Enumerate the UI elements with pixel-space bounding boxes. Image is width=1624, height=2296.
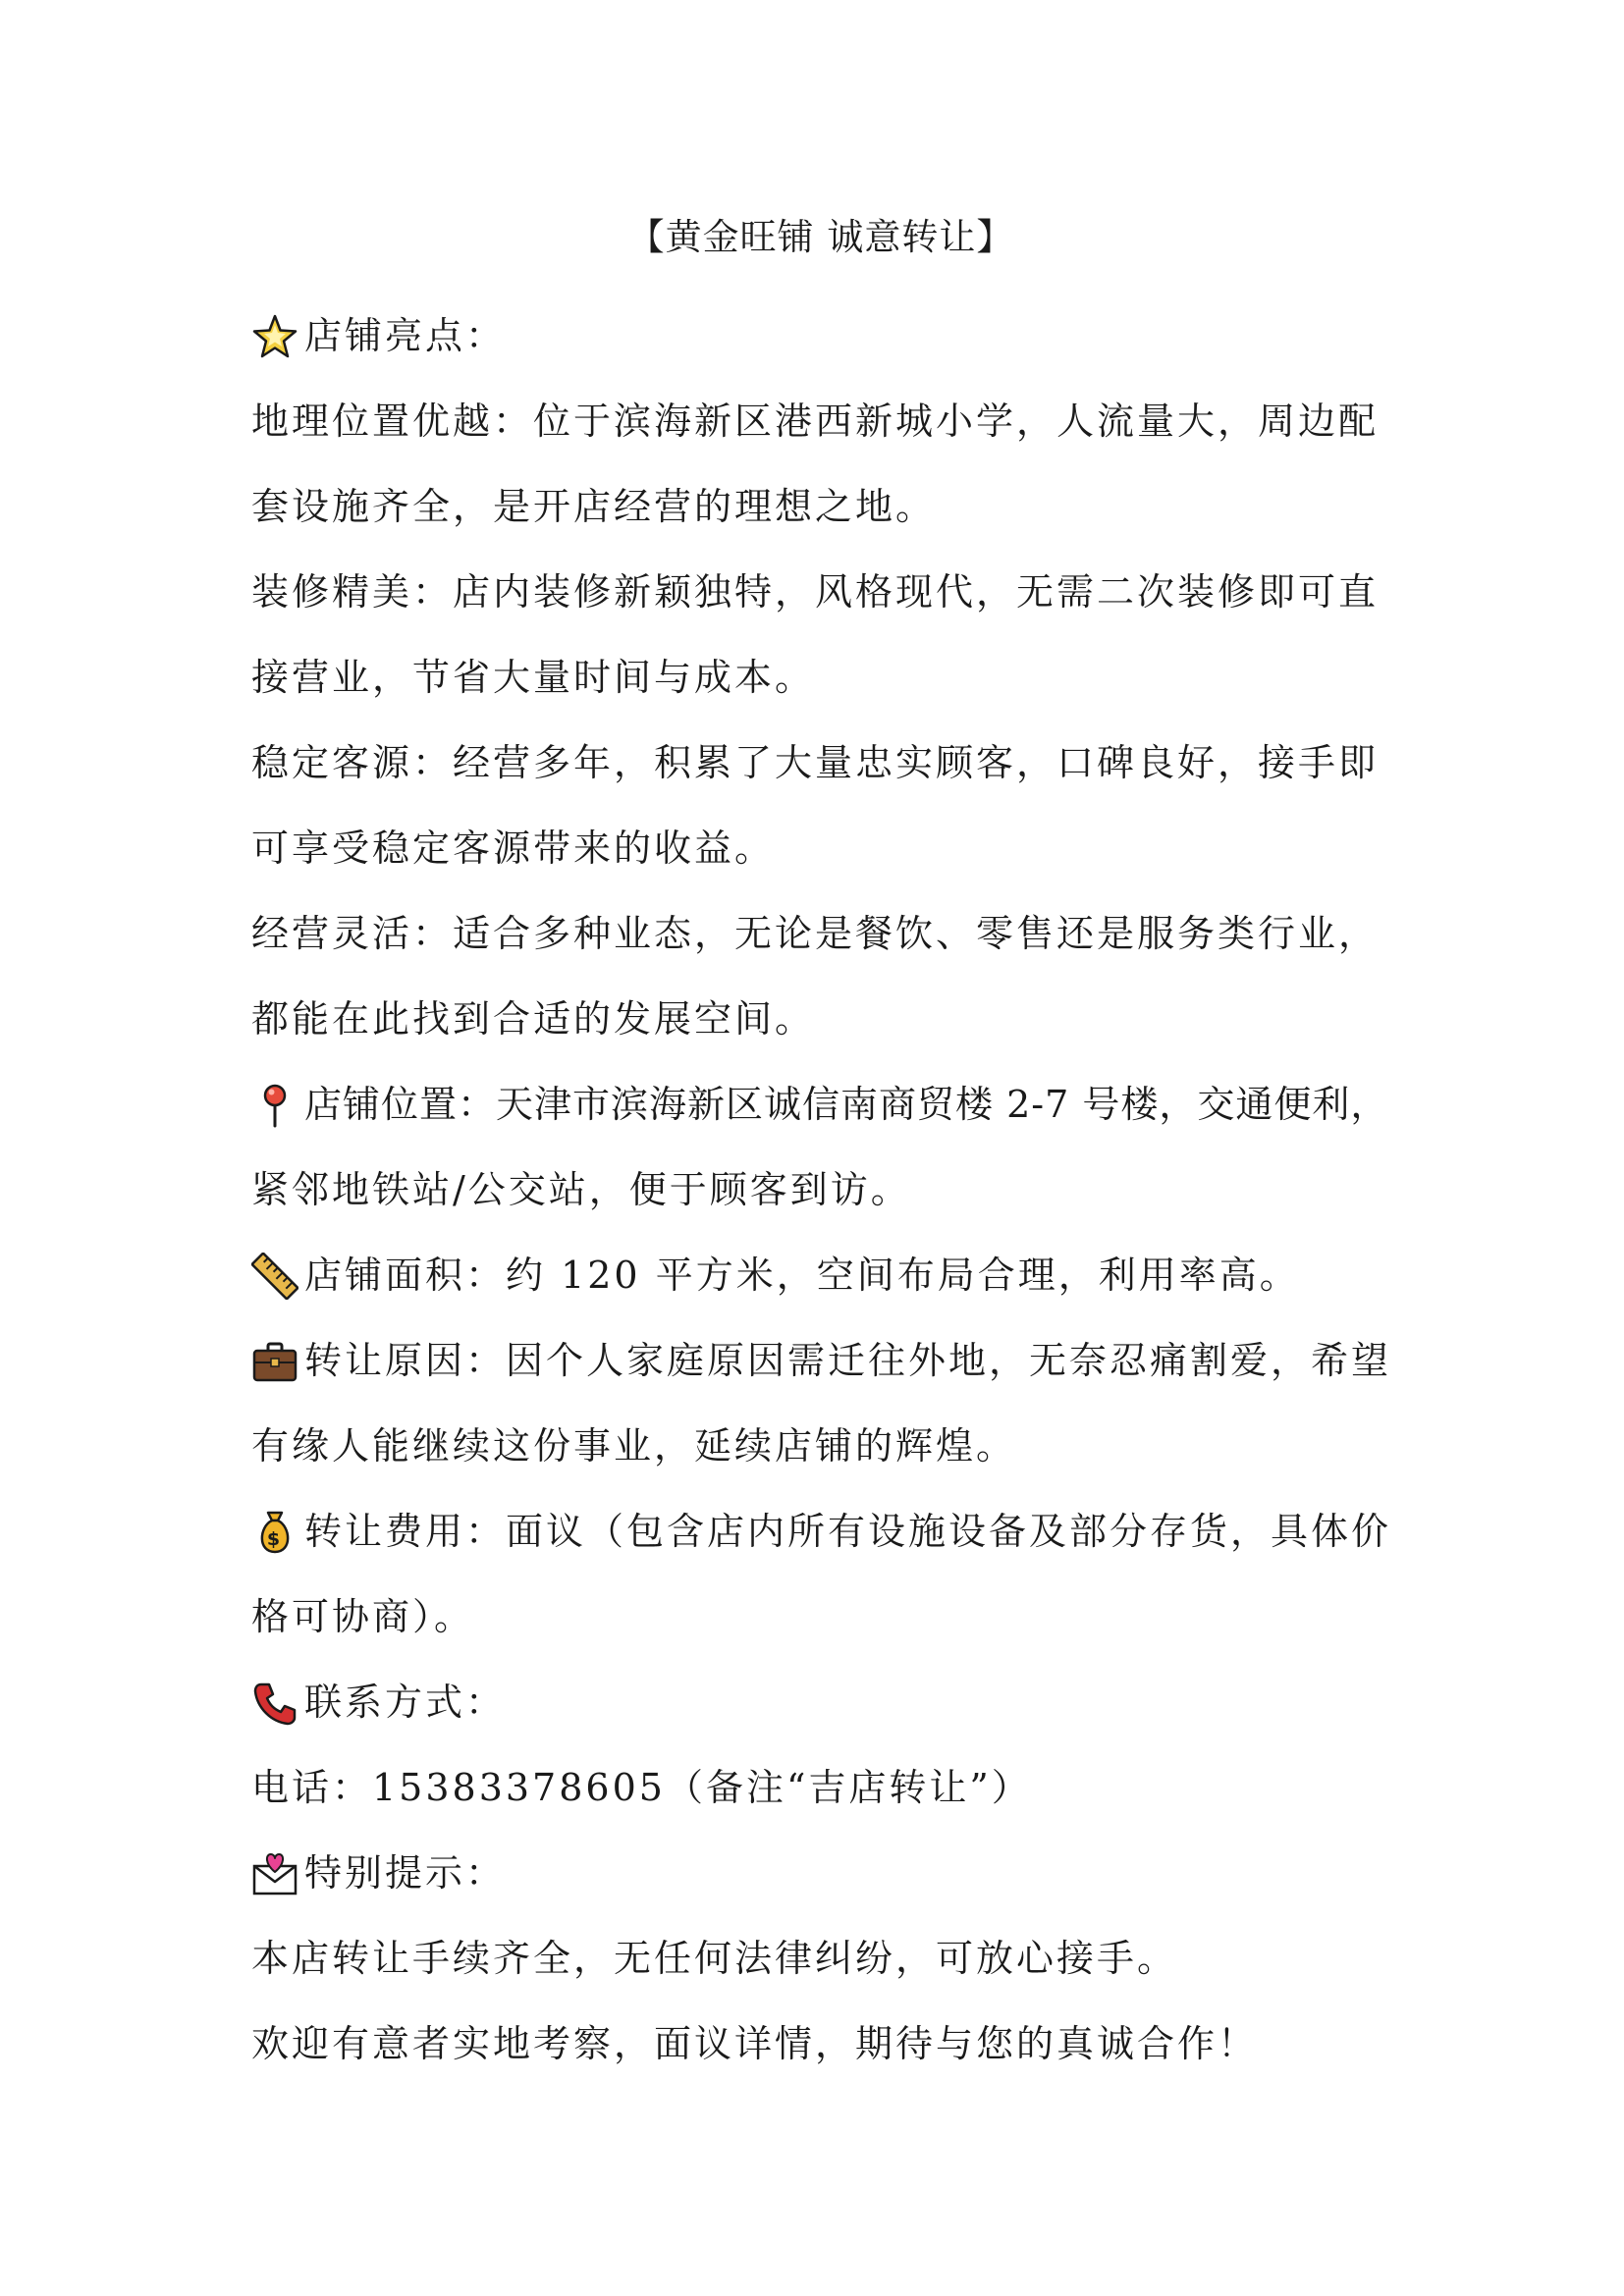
area-line-1: 店铺面积：约 120 平方米，空间布局合理，利用率高。: [304, 1254, 1300, 1297]
svg-text:$: $: [266, 1527, 284, 1550]
contact-heading-row: [251, 1660, 1390, 1745]
highlights-heading: 店铺亮点：: [304, 314, 507, 357]
highlights-heading-row: [251, 294, 1390, 379]
address-row: [251, 1062, 1390, 1148]
star-icon: [251, 313, 298, 360]
customers-line-1: 稳定客源：经营多年，积累了大量忠实顾客，口碑良好，接手即: [251, 741, 1380, 784]
ruler-icon: [251, 1253, 298, 1300]
notice-line-2: 欢迎有意者实地考察，面议详情，期待与您的真诚合作！: [251, 2022, 1259, 2065]
decor-line-1: 装修精美：店内装修新颖独特，风格现代，无需二次装修即可直: [251, 570, 1380, 614]
reason-row: [251, 1318, 1390, 1404]
phone-icon: [251, 1680, 298, 1727]
address-line-2: 紧邻地铁站/公交站，便于顾客到访。: [251, 1168, 911, 1211]
notice-heading-row: [251, 1831, 1390, 1916]
money-bag-icon: [251, 1509, 298, 1556]
pin-icon: [251, 1082, 298, 1129]
notice-heading: 特别提示：: [304, 1851, 507, 1895]
location-line-2: 套设施齐全，是开店经营的理想之地。: [251, 485, 937, 528]
notice-line-1: 本店转让手续齐全，无任何法律纠纷，可放心接手。: [251, 1937, 1178, 1980]
flexible-line-1: 经营灵活：适合多种业态，无论是餐饮、零售还是服务类行业，: [251, 912, 1380, 955]
location-line-1: 地理位置优越：位于滨海新区港西新城小学，人流量大，周边配: [251, 400, 1380, 443]
area-row: [251, 1233, 1390, 1318]
document-content: [251, 208, 1390, 2087]
contact-heading: 联系方式：: [304, 1681, 507, 1724]
fee-line-2: 格可协商）。: [251, 1595, 475, 1638]
address-line-1: 店铺位置：天津市滨海新区诚信南商贸楼 2-7 号楼，交通便利，: [304, 1083, 1389, 1126]
reason-line-2: 有缘人能继续这份事业，延续店铺的辉煌。: [251, 1424, 1017, 1468]
page-title: 【黄金旺铺 诚意转让】: [627, 216, 1014, 258]
customers-line-2: 可享受稳定客源带来的收益。: [251, 827, 776, 870]
fee-line-1: 转让费用：面议（包含店内所有设施设备及部分存货，具体价: [304, 1510, 1392, 1553]
reason-line-1: 转让原因：因个人家庭原因需迁往外地，无奈忍痛割爱，希望: [304, 1339, 1392, 1382]
contact-phone-line: 电话：15383378605（备注“吉店转让”）: [251, 1766, 1032, 1809]
briefcase-icon: [251, 1338, 298, 1385]
decor-line-2: 接营业，节省大量时间与成本。: [251, 656, 816, 699]
fee-row: [251, 1489, 1390, 1575]
flexible-line-2: 都能在此找到合适的发展空间。: [251, 997, 816, 1041]
heart-envelope-icon: [251, 1850, 298, 1897]
